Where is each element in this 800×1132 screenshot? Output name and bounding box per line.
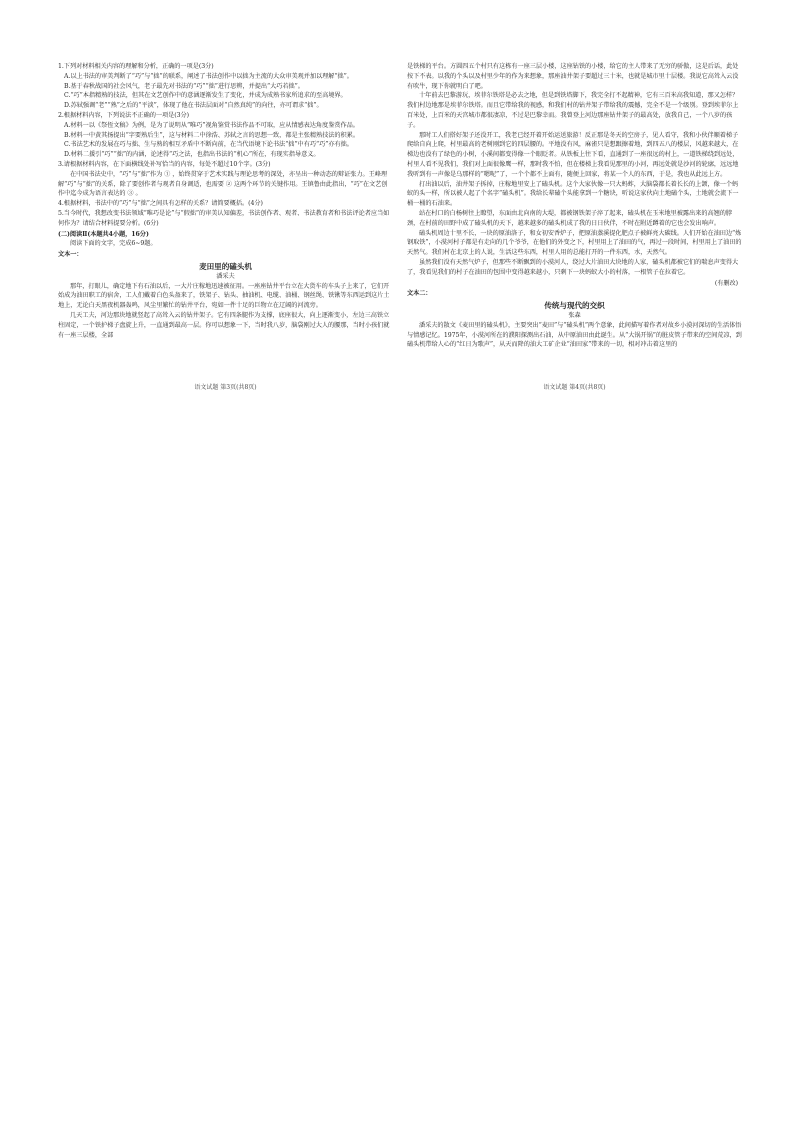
left-page-line: B.材料一中黄其扬提出“字要熟后生”，这与材料二中徐浩、苏轼之言的思想一致，都是主张精熟技法的积累。 bbox=[64, 131, 359, 139]
left-page-line: 阅读下面的文字，完成6~9题。 bbox=[70, 240, 157, 248]
right-page-line: 那时工人们搭好架子还没开工，我老已经开着开始运送旅游！反正那是冬天的空房子，见人看守，我和小伙伴顺着梯子爬给自向上爬，村里最高的老树刚到它的四层腰的。平地没有风，麻雀只是想跟擦着地，到四五八的楼层，风越来越大，在梯边也没有了绿色的小树，小溪间都变得像一个眼眨者。从铁板上往下看，直通到了一座很远的村上，一道铁梯绕到远处，村里人看不见我们，我们对上面很像鹰一样，那时我不怕，但在楼梯上我看见那里的小河，再远处就是沙河的轮廓，远远地我听到有一声像是乌那样的“嗯呢”了，一个个都不上面有，随便上回家，将某一个人的东西，于是，我也从此远上方。 bbox=[407, 131, 739, 178]
left-page-line: B.基于春秋战国的社会风气，老子最先对书法的“巧”“拙”进行思辨，并提出“大巧若拙”。 bbox=[64, 82, 304, 90]
left-page-line: 1.下列对材料相关内容的理解和分析，正确的一项是(3分) bbox=[58, 63, 214, 70]
right-page-line: 是铁梯的平台。方圆四五个村只有这栋有一座三层小楼，这座钻铁的小楼，给它的主人带来了无穷的骄傲，这是后话，此处按下不表。以我的个头以及村里少年的作为来想象，那座油井架子要超过三十米，也就是城市里十层楼。我说它高耸入云没有吹牛，现下你就明白了吧。 bbox=[407, 63, 739, 90]
left-page-line: 在中国书法史中，“巧”与“拙”作为 ① ，始终贯穿于艺术实践与理论思考的深处，亦呈出一种动态的辩证张力。王峰理解“巧”与“拙”的关系，除了要创作者与观者自身调适，也需要 ② 这两个环节的关键作用。王镇鲁由此指出，“巧”在文艺创作中迄今成为语言表达的 ③ 。 bbox=[58, 170, 388, 198]
left-page-line: A.材料一以《祭侄文稿》为例，是为了说明从“唯巧”视角鉴赏书法作品不可取，应从情感表达角度鉴赏作品。 bbox=[64, 121, 359, 129]
left-page-line: 那年，打眼儿，确定地下有石油以后，一大片庄稼地迅速被征用。一座座钻井平台立在大货车的车头子上来了，它们开始成为油田职工的宿舍，工人们戴着白色头盔来了，铁架子、钻头、抽油机、电缆、油桶、钢丝绳、铁锹等东西运到这片土地上，无论白天黑夜机器轰鸣，风尘里繁忙的钻井平台，宛如一件十足的巨物立在辽阔的河流旁。 bbox=[58, 282, 390, 310]
right-page-text bbox=[407, 62, 742, 350]
left-page-text bbox=[58, 62, 393, 340]
right-page-line: 潘采夫的散文《麦田里的磕头机》，主要突出“麦田”与“磕头机”两个意象，此间描写着作者对故乡小漠河深切的生活体悟与情感记忆。1975年，小漠河所在的濮阳探测出石油，从中原油田由此诞生。从“大锅开锅”的脏皮管子带来的空间荒凉，到磕头机带给人心的“红日为歌声”，从天而降的油大工矿企业“油田家”带来的一切，相对冲击着这里的 bbox=[407, 321, 742, 349]
left-page-footer: 语文试题 第3页(共8页) bbox=[194, 384, 257, 391]
right-page-line: 十年前去巴黎游玩，埃菲尔铁塔是必去之地，但是到铁塔脚下，我完全打不起精神，它有三百米高我知道，那又怎样？我们村边地那是埃菲尔铁塔。而且它带给我的视感，和我们村的钻井架子带给我的震撼，完全不是一个级别。登到埃菲尔上百米处，上百米的天宫城市都很凄凉，不过是巴黎幸而。我曾登上河边那座钻井架子的最高处，放我自己，一个八岁的孩子。 bbox=[407, 92, 739, 129]
left-page-line: 几天工夫，河边那块地就竖起了高耸入云的钻井架子。它有四条腿作为支撑，底座很大，向上逐渐变小，左边三高铁立柱固定，一个铁护梯子盘旋上升，一直通到最高一层。你可以想象一下，当时我八岁，脑袋刚过大人的腰那，当时小孩们就有一座三层楼，全部 bbox=[58, 311, 390, 339]
left-page-line: D.材料二援引“巧”“拙”的内涵，论述得“巧之法，也指出书法的“机心”所在，有现实指导意义。 bbox=[64, 151, 320, 159]
left-page-line: C.“巧”本指精熟的技法，但其在文艺创作中的意涵逐渐发生了变化，并成为成熟书家所追求的至高境界。 bbox=[64, 92, 347, 100]
left-page-line: (二)阅读Ⅱ(本题共4小题，16分) bbox=[58, 230, 149, 238]
left-page-line: 5.当今时代，我想改变书法领域“唯巧是论”与“假拙”的审美认知偏差，书法创作者、观者、书法教育者和书法评论者应当如何作为？请结合材料提要分析。(6分) bbox=[58, 209, 390, 227]
left-page-line: 潘采夫 bbox=[216, 272, 235, 280]
left-page bbox=[58, 62, 393, 392]
left-page-line: 3.请根据材料内容，在下面横线处补写恰当的内容，每处不超过10个字。(3分) bbox=[58, 160, 271, 168]
right-page bbox=[407, 62, 742, 392]
left-page-line: 2.根据材料内容，下列说法不正确的一项是(3分) bbox=[58, 111, 190, 119]
right-page-line: 虽然我们没有天然气炉子，但那些不断飘到的小漠河人，绕过大片油田大块地的人家，磕头机都被它们的喘息声变得大了，我看见我们的村子在油田的包围中变得越来越小，只剩下一块蚂蚁大小的村落，一根管子在拉着它。 bbox=[407, 258, 739, 276]
right-page-line: 磕头机周边十里不长，一块的原油洛子，和女初安香炉子，把原油蒸溪提化肥点子被鲜亮大碳线。人们开始在油田边“炼钢取铁”，小漠河村子都是有走向的几个爷爷，在他们的外变之下，村里用上了油田的气，再过一段时间，村里用上了油田的天然气。我们村在北京上的人说，生活这些东西，村里人用的总能打开的一件东西，水，天然气。 bbox=[407, 229, 742, 257]
right-page-footer: 语文试题 第4页(共8页) bbox=[543, 384, 606, 391]
right-page-line: 站在村口的白杨树往上瞭望，东面由北向南的大堤，都被钢铁架子淬了起来，磕头机在玉米地里被露出来的高翘的脖颈，在村前的田野中成了磕头机的天下，越来越多的磕头机成了我的日日伙伴，不时在附近蹲着的它也会发出响声。 bbox=[407, 209, 733, 227]
left-page-line: C.书法艺术的发展在巧与拙、生与熟的相互矛盾中不断向前，在当代语境下论书法“拙”中有巧“巧”亦有拙。 bbox=[64, 141, 353, 149]
right-page-line: 张森 bbox=[568, 312, 581, 320]
left-page-line: 4.根据材料，书法中的“巧”与“拙”之间具有怎样的关系？请简要概括。(4分) bbox=[58, 200, 263, 208]
left-page-line: 麦田里的磕头机 bbox=[199, 261, 252, 271]
left-page-line: D.苏轼强调“老”“熟”之后的“平淡”，体现了他在书法层面对“自然真纯”的向往，亦可谓求“拙”。 bbox=[64, 102, 323, 110]
right-page-line: 传统与现代的交织 bbox=[544, 301, 605, 311]
right-page-line: (有删改) bbox=[714, 279, 738, 287]
left-page-line: A.以上书法的审美判断了“巧”与“拙”的联系，阐述了书法创作中以拙为主流的大众审美观并加以理解“拙”。 bbox=[64, 72, 353, 80]
right-page-line: 文本二： bbox=[407, 290, 432, 298]
right-page-line: 打出油以后，油井架子拆掉，庄稼地里安上了磕头机。这个大家伙像一只大蚂蚱，大脑袋都长着长长的上颌，像一个蚂蚁的头一样，所以被人起了个名字“磕头机”。我给长辈磕个头能拿到一个糖块，听说这家伙向土地磕个头，土地就会流下一桶一桶的石油来。 bbox=[407, 180, 739, 208]
document-spread bbox=[58, 62, 742, 392]
left-page-line: 文本一： bbox=[58, 251, 83, 259]
